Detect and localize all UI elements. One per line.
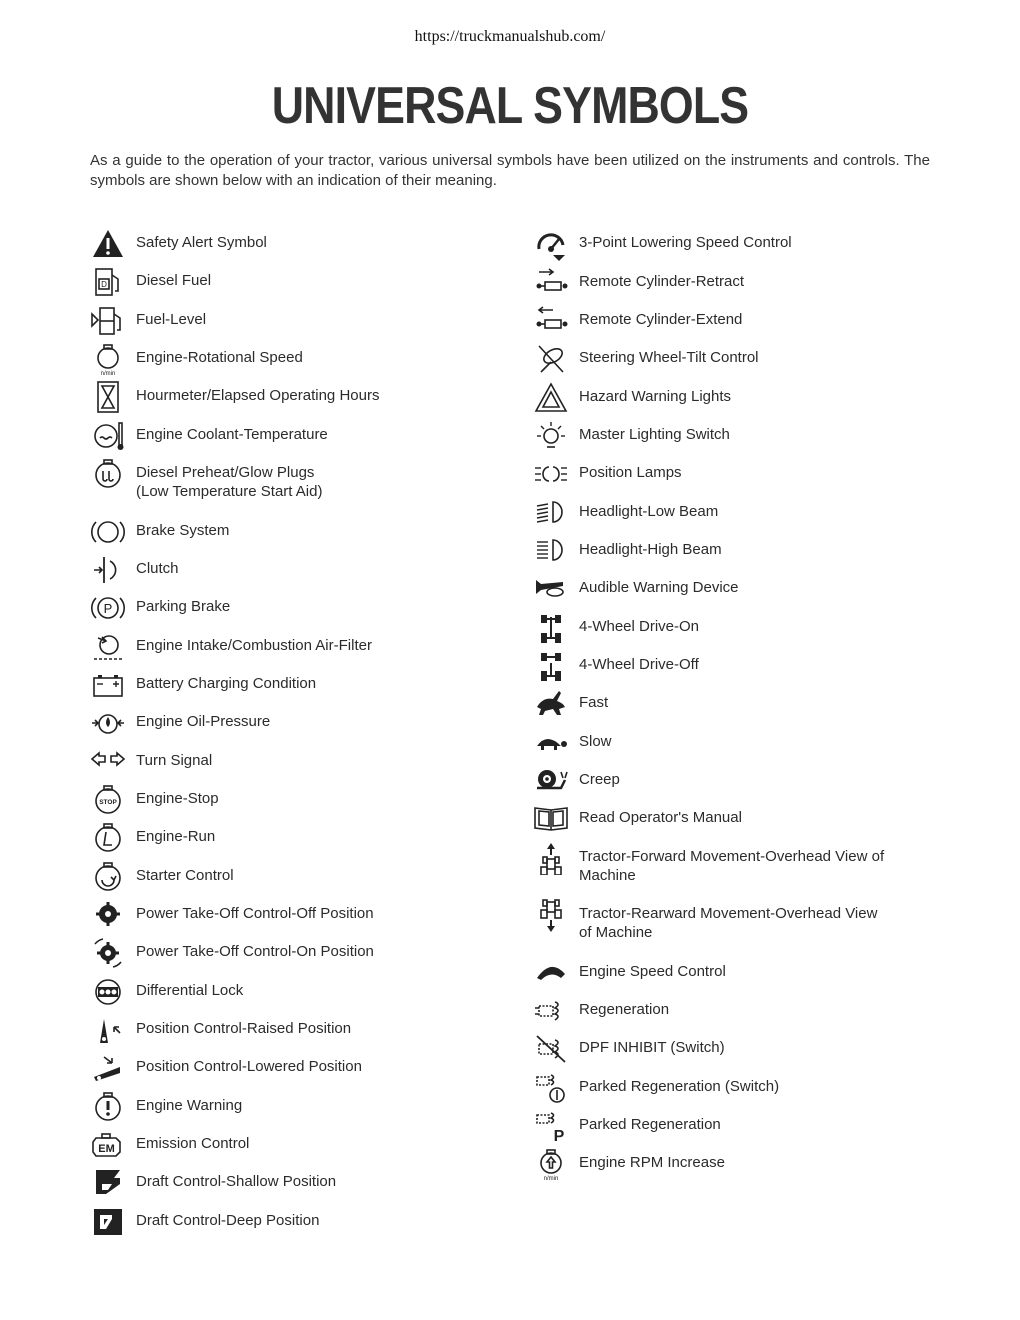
symbol-row	[533, 764, 953, 798]
symbol-label	[136, 1057, 476, 1076]
symbol-label	[136, 674, 476, 693]
symbol-label	[136, 1019, 476, 1038]
symbol-label	[579, 578, 919, 597]
symbol-row	[90, 860, 510, 894]
symbol-label	[579, 693, 919, 712]
symbol-label	[579, 1038, 919, 1057]
symbol-label	[136, 636, 476, 655]
snail-icon	[533, 764, 569, 798]
symbol-row	[533, 841, 953, 884]
page-title: UNIVERSAL SYMBOLS	[271, 77, 749, 135]
symbol-label-line: Position Lamps	[579, 464, 682, 481]
symbol-label	[136, 348, 476, 367]
symbol-row	[533, 457, 953, 491]
symbol-row	[533, 304, 953, 338]
svg-text:STOP: STOP	[99, 799, 117, 806]
engine-speed-control-icon	[533, 956, 569, 990]
rpm-increase-icon	[533, 1147, 569, 1181]
symbol-label-line: Remote Cylinder-Extend	[579, 311, 743, 328]
battery-icon	[90, 668, 126, 702]
symbol-label	[136, 463, 476, 501]
symbol-label	[579, 1153, 919, 1172]
symbol-row	[533, 266, 953, 300]
pto-off-icon	[90, 898, 126, 932]
symbol-label-line: Parking Brake	[136, 598, 231, 615]
symbol-label-line: 4-Wheel Drive-Off	[579, 656, 699, 673]
symbol-row	[90, 227, 510, 261]
symbol-label	[136, 597, 476, 616]
horn-icon	[533, 572, 569, 606]
fuel-level-icon	[90, 304, 126, 338]
pto-on-icon	[90, 936, 126, 970]
symbol-label-line: Hourmeter/Elapsed Operating Hours	[136, 387, 380, 404]
symbol-label	[579, 310, 919, 329]
engine-warning-icon	[90, 1090, 126, 1124]
symbol-label-line: Engine-Stop	[136, 790, 219, 807]
symbol-label	[136, 827, 476, 846]
symbol-label	[579, 962, 919, 981]
symbol-row	[90, 1051, 510, 1085]
symbol-label-line: Engine Warning	[136, 1097, 243, 1114]
symbol-row	[90, 1166, 510, 1200]
symbol-row	[90, 553, 510, 587]
symbol-row	[533, 687, 953, 721]
symbol-label-line: Fuel-Level	[136, 311, 207, 328]
symbol-label	[579, 272, 919, 291]
symbol-label	[579, 540, 919, 559]
coolant-temperature-icon	[90, 419, 126, 453]
symbol-label-line: Engine-Rotational Speed	[136, 349, 303, 366]
symbol-label-line: Read Operator's Manual	[579, 809, 742, 826]
symbol-label-line: Master Lighting Switch	[579, 426, 730, 443]
symbol-label-line: Emission Control	[136, 1135, 250, 1152]
symbol-label-line: Power Take-Off Control-On Position	[136, 943, 374, 960]
symbol-label-line: Engine-Run	[136, 828, 216, 845]
draft-deep-icon	[90, 1205, 126, 1239]
symbol-label-line: of Machine	[579, 924, 653, 941]
symbol-label-line: Battery Charging Condition	[136, 675, 317, 692]
differential-lock-icon	[90, 975, 126, 1009]
symbol-label-line: 3-Point Lowering Speed Control	[579, 234, 792, 251]
symbol-row	[90, 419, 510, 453]
symbol-row	[90, 457, 510, 500]
symbol-label-line: Clutch	[136, 560, 179, 577]
symbol-label-line: Engine Coolant-Temperature	[136, 426, 328, 443]
draft-shallow-icon	[90, 1166, 126, 1200]
hourglass-icon	[90, 380, 126, 414]
starter-control-icon	[90, 860, 126, 894]
symbol-label	[579, 770, 919, 789]
symbol-label	[579, 233, 919, 252]
turn-signal-icon	[90, 745, 126, 779]
symbol-row	[90, 975, 510, 1009]
symbol-label-line: Position Control-Raised Position	[136, 1020, 352, 1037]
symbol-label	[136, 866, 476, 885]
position-raised-icon	[90, 1013, 126, 1047]
svg-text:P: P	[103, 601, 113, 616]
symbol-label	[136, 386, 476, 405]
symbol-label-line: Steering Wheel-Tilt Control	[579, 349, 759, 366]
air-filter-icon	[90, 630, 126, 664]
safety-alert-icon	[90, 227, 126, 261]
symbol-label	[136, 559, 476, 578]
svg-text:D: D	[101, 280, 107, 289]
svg-text:n/min: n/min	[100, 371, 116, 376]
steering-tilt-icon	[533, 342, 569, 376]
symbol-label-line: Headlight-Low Beam	[579, 503, 719, 520]
symbol-label-line: Engine Speed Control	[579, 963, 726, 980]
symbol-label-line: Draft Control-Shallow Position	[136, 1173, 337, 1190]
manual-book-icon	[533, 802, 569, 836]
symbol-label	[579, 732, 919, 751]
symbol-row	[90, 1090, 510, 1124]
symbol-label-line: Differential Lock	[136, 982, 244, 999]
symbol-row	[533, 956, 953, 990]
symbol-label	[579, 847, 919, 885]
svg-text:EM: EM	[98, 1143, 115, 1155]
symbol-row	[533, 572, 953, 606]
symbol-label	[136, 751, 476, 770]
symbol-row	[533, 534, 953, 568]
symbol-row	[533, 227, 953, 261]
low-beam-icon	[533, 496, 569, 530]
symbol-row	[533, 802, 953, 836]
symbol-row	[533, 342, 953, 376]
symbol-label	[579, 808, 919, 827]
symbol-row	[533, 994, 953, 1028]
4wd-off-icon	[533, 649, 569, 683]
emission-control-icon	[90, 1128, 126, 1162]
symbol-label-line: Brake System	[136, 522, 230, 539]
symbol-row	[90, 745, 510, 779]
engine-stop-icon	[90, 783, 126, 817]
symbol-label-line: Regeneration	[579, 1001, 670, 1018]
symbol-label-line: Engine Intake/Combustion Air-Filter	[136, 637, 372, 654]
symbol-label-line: Fast	[579, 694, 609, 711]
symbol-label	[136, 1134, 476, 1153]
symbol-row	[533, 1147, 953, 1181]
symbol-row	[90, 783, 510, 817]
symbol-row	[90, 380, 510, 414]
symbol-row	[533, 496, 953, 530]
symbol-row	[90, 515, 510, 549]
symbol-row	[90, 668, 510, 702]
symbol-label-line: Headlight-High Beam	[579, 541, 722, 558]
position-lamps-icon	[533, 457, 569, 491]
symbol-label	[579, 617, 919, 636]
symbol-row	[90, 630, 510, 664]
symbol-row	[90, 1128, 510, 1162]
regeneration-icon	[533, 994, 569, 1028]
symbol-row	[90, 1205, 510, 1239]
symbol-label-line: Power Take-Off Control-Off Position	[136, 905, 374, 922]
high-beam-icon	[533, 534, 569, 568]
hazard-icon	[533, 381, 569, 415]
symbol-label	[136, 310, 476, 329]
symbol-label-line: Audible Warning Device	[579, 579, 739, 596]
symbol-label	[136, 1172, 476, 1191]
symbol-label-line: Slow	[579, 733, 612, 750]
symbol-label-line: DPF INHIBIT (Switch)	[579, 1039, 725, 1056]
cylinder-extend-icon	[533, 304, 569, 338]
symbol-label-line: Engine RPM Increase	[579, 1154, 725, 1171]
symbol-row	[533, 649, 953, 683]
engine-speed-icon	[90, 342, 126, 376]
symbol-row	[90, 304, 510, 338]
parked-regen-icon	[533, 1109, 569, 1143]
diesel-fuel-icon	[90, 265, 126, 299]
svg-text:n/min: n/min	[543, 1176, 559, 1181]
symbol-label	[579, 348, 919, 367]
intro-paragraph: As a guide to the operation of your tractor, various universal symbols have been utilized on the instruments and controls. The symbols are shown below with an indication of their meaning.	[90, 152, 930, 189]
symbol-label	[579, 655, 919, 674]
turtle-icon	[533, 726, 569, 760]
symbol-label	[579, 387, 919, 406]
symbol-label	[136, 271, 476, 290]
symbol-row	[90, 342, 510, 376]
symbol-row	[533, 726, 953, 760]
tractor-rearward-icon	[533, 898, 569, 932]
symbol-label-line: Creep	[579, 771, 620, 788]
symbol-label-line: Diesel Fuel	[136, 272, 212, 289]
lowering-speed-icon	[533, 227, 569, 261]
clutch-icon	[90, 553, 126, 587]
symbol-label-line: Machine	[579, 867, 636, 884]
dpf-inhibit-icon	[533, 1032, 569, 1066]
symbol-label	[579, 904, 919, 942]
symbol-label	[579, 1000, 919, 1019]
symbol-label	[579, 1115, 919, 1134]
oil-pressure-icon	[90, 706, 126, 740]
symbol-label-line: 4-Wheel Drive-On	[579, 618, 700, 635]
symbol-row	[533, 1032, 953, 1066]
symbol-row	[90, 591, 510, 625]
symbol-label-line: Tractor-Forward Movement-Overhead View of	[579, 848, 885, 865]
symbol-row	[90, 265, 510, 299]
parking-brake-icon	[90, 591, 126, 625]
symbol-label-line: Engine Oil-Pressure	[136, 713, 271, 730]
symbol-row	[533, 381, 953, 415]
symbol-row	[90, 1013, 510, 1047]
rabbit-icon	[533, 687, 569, 721]
symbol-label-line: Tractor-Rearward Movement-Overhead View	[579, 905, 878, 922]
svg-text:P: P	[553, 1128, 565, 1143]
symbol-row	[533, 1071, 953, 1105]
lighting-switch-icon	[533, 419, 569, 453]
symbol-label	[136, 233, 476, 252]
symbol-row	[90, 706, 510, 740]
glow-plug-icon	[90, 457, 126, 491]
symbol-label-line: (Low Temperature Start Aid)	[136, 483, 323, 500]
symbol-label-line: Safety Alert Symbol	[136, 234, 267, 251]
symbol-label	[579, 1077, 919, 1096]
tractor-forward-icon	[533, 841, 569, 875]
symbol-label-line: Hazard Warning Lights	[579, 388, 732, 405]
symbol-label-line: Starter Control	[136, 867, 234, 884]
symbol-label-line: Parked Regeneration (Switch)	[579, 1078, 780, 1095]
symbol-label	[579, 463, 919, 482]
symbol-row	[533, 898, 953, 941]
4wd-on-icon	[533, 611, 569, 645]
symbol-label	[579, 502, 919, 521]
symbol-row	[533, 1109, 953, 1143]
symbol-label	[136, 942, 476, 961]
brake-system-icon	[90, 515, 126, 549]
position-lowered-icon	[90, 1051, 126, 1085]
parked-regen-switch-icon	[533, 1071, 569, 1105]
source-url[interactable]: https://truckmanualshub.com/	[414, 28, 606, 45]
symbol-row	[90, 821, 510, 855]
engine-run-icon	[90, 821, 126, 855]
symbol-label	[136, 1211, 476, 1230]
symbol-label	[136, 904, 476, 923]
symbol-row	[90, 936, 510, 970]
symbol-row	[90, 898, 510, 932]
symbol-row	[533, 611, 953, 645]
symbol-label	[136, 789, 476, 808]
symbol-label	[136, 712, 476, 731]
symbol-row	[533, 419, 953, 453]
symbol-label	[136, 1096, 476, 1115]
symbol-label-line: Parked Regeneration	[579, 1116, 721, 1133]
symbol-label-line: Turn Signal	[136, 752, 213, 769]
symbol-label	[136, 425, 476, 444]
symbol-label-line: Draft Control-Deep Position	[136, 1212, 320, 1229]
symbol-label	[136, 521, 476, 540]
symbol-label	[579, 425, 919, 444]
cylinder-retract-icon	[533, 266, 569, 300]
symbol-label-line: Position Control-Lowered Position	[136, 1058, 362, 1075]
symbol-label-line: Remote Cylinder-Retract	[579, 273, 745, 290]
symbol-label-line: Diesel Preheat/Glow Plugs	[136, 464, 315, 481]
symbol-label	[136, 981, 476, 1000]
